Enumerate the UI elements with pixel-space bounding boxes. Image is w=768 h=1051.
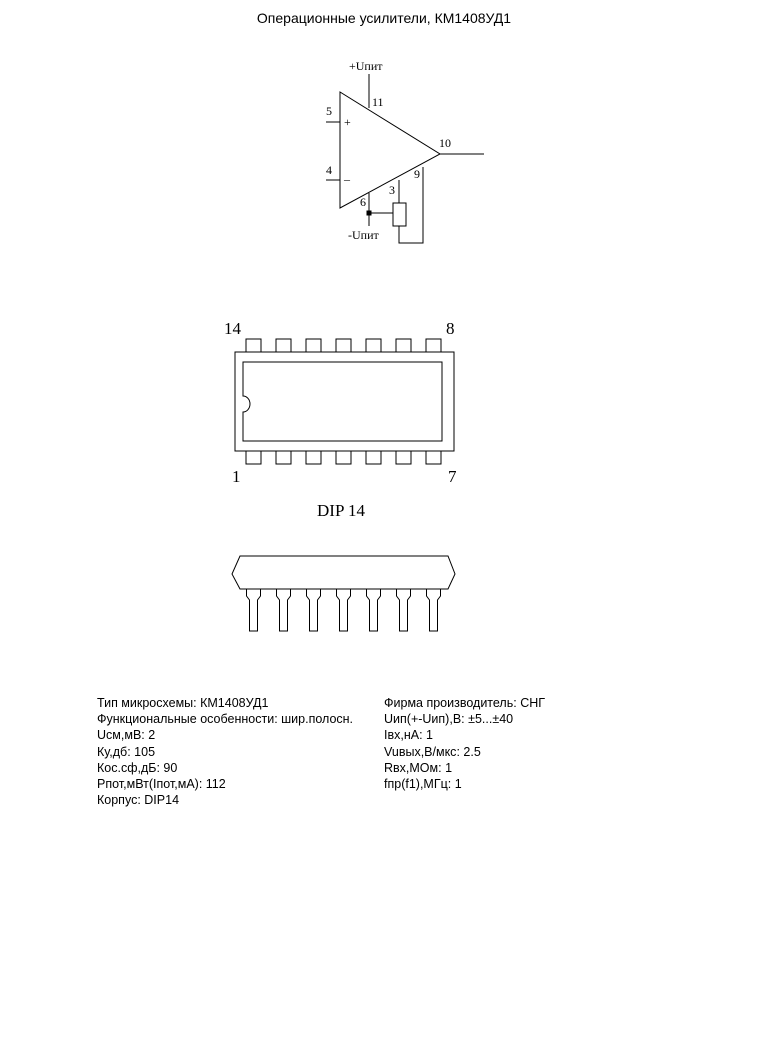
spec-row — [384, 711, 545, 727]
spec-value: КМ1408УД1 — [200, 696, 269, 710]
pin-label-4: 4 — [326, 163, 332, 177]
spec-row — [97, 695, 353, 711]
supply-pos-label: +Uпит — [349, 59, 383, 73]
trim-resistor — [393, 203, 406, 226]
spec-label: Тип микросхемы — [97, 696, 194, 710]
spec-separator: : — [193, 696, 201, 710]
side-pin — [277, 589, 291, 631]
spec-separator: : — [198, 777, 206, 792]
package-pin-bottom — [336, 451, 351, 464]
spec-label: Ку,дб — [97, 744, 128, 759]
spec-separator: : — [137, 793, 145, 808]
spec-value: 1 — [445, 760, 453, 775]
package-pin-bottom — [246, 451, 261, 464]
spec-separator: : — [419, 728, 427, 743]
spec-row — [97, 776, 353, 792]
spec-label: Кос.сф,дБ — [97, 760, 157, 775]
spec-label: Корпус — [97, 793, 138, 808]
spec-value: DIP14 — [144, 793, 180, 808]
spec-value: 1 — [426, 728, 433, 743]
spec-value: ±5...±40 — [468, 712, 514, 727]
spec-label: Uсм,мВ — [97, 728, 142, 743]
spec-value: СНГ — [520, 696, 546, 710]
pin-label-1: 1 — [232, 467, 241, 486]
spec-row — [97, 792, 353, 808]
dip-side-view — [232, 556, 455, 631]
spec-separator: : — [274, 712, 282, 727]
pin-label-14: 14 — [224, 319, 241, 338]
spec-value: 105 — [134, 744, 156, 759]
package-pin-top — [246, 339, 261, 352]
spec-separator: : — [438, 760, 446, 775]
package-pin-bottom — [396, 451, 411, 464]
spec-label: Vuвых,В/мкс — [384, 744, 457, 759]
package-pin-top — [306, 339, 321, 352]
spec-separator: : — [513, 696, 521, 710]
page-title: Операционные усилители, КМ1408УД1 — [256, 10, 512, 26]
spec-label: Rвх,МОм — [384, 760, 439, 775]
spec-row — [97, 744, 353, 760]
spec-value: 112 — [205, 777, 226, 792]
pin-label-5: 5 — [326, 104, 332, 118]
plus-sign: + — [344, 115, 351, 129]
package-pin-bottom — [426, 451, 441, 464]
package-pin-bottom — [306, 451, 321, 464]
spec-label: Uип(+-Uип),В — [384, 712, 462, 727]
pin-label-10: 10 — [439, 136, 451, 150]
pin-label-6: 6 — [360, 195, 366, 209]
dip-top-view — [224, 319, 457, 520]
package-pin-bottom — [366, 451, 381, 464]
spec-separator: : — [141, 728, 149, 743]
pin-label-8: 8 — [446, 319, 455, 338]
spec-label: Iвх,нА — [384, 728, 420, 743]
spec-row — [97, 711, 353, 727]
spec-row — [384, 776, 545, 792]
spec-label: Функциональные особенности — [97, 712, 275, 727]
package-pin-top — [366, 339, 381, 352]
spec-value: 2 — [148, 728, 156, 743]
junction-dot — [367, 211, 371, 215]
spec-label: Pпот,мВт(Iпот,мА) — [97, 777, 199, 792]
minus-sign: – — [344, 172, 350, 186]
side-body — [232, 556, 455, 589]
spec-row — [384, 695, 545, 711]
side-pin — [367, 589, 381, 631]
top-pins-upper — [246, 339, 441, 352]
spec-value: шир.полосн. — [281, 712, 354, 727]
opamp-labels — [326, 59, 451, 242]
spec-row — [97, 760, 353, 776]
pin-label-9: 9 — [414, 167, 420, 181]
side-pin — [337, 589, 351, 631]
top-pins-lower — [246, 451, 441, 464]
package-pin-top — [276, 339, 291, 352]
spec-separator: : — [447, 777, 455, 792]
spec-row — [97, 727, 353, 743]
spec-row — [384, 727, 545, 743]
specs-left-column — [97, 695, 353, 808]
package-body — [235, 352, 454, 451]
pin-label-7: 7 — [448, 467, 457, 486]
side-pin — [427, 589, 441, 631]
package-pin-top — [426, 339, 441, 352]
specs-right-column — [384, 695, 545, 792]
opamp-schematic — [326, 74, 484, 243]
side-pin — [397, 589, 411, 631]
pin-label-11: 11 — [372, 95, 384, 109]
spec-row — [384, 744, 545, 760]
package-pin-top — [396, 339, 411, 352]
supply-neg-label: -Uпит — [348, 228, 379, 242]
spec-value: 90 — [163, 760, 178, 775]
spec-value: 1 — [454, 777, 462, 792]
spec-row — [384, 760, 545, 776]
side-pin — [307, 589, 321, 631]
pin-label-3: 3 — [389, 183, 395, 197]
spec-separator: : — [456, 744, 464, 759]
spec-separator: : — [461, 712, 469, 727]
spec-separator: : — [156, 760, 164, 775]
spec-label: Фирма производитель — [384, 696, 514, 710]
spec-label: fпр(f1),МГц — [384, 777, 448, 792]
spec-separator: : — [127, 744, 135, 759]
spec-value: 2.5 — [463, 744, 481, 759]
package-pin-bottom — [276, 451, 291, 464]
side-pin — [247, 589, 261, 631]
package-pin-top — [336, 339, 351, 352]
package-name: DIP 14 — [317, 501, 366, 520]
